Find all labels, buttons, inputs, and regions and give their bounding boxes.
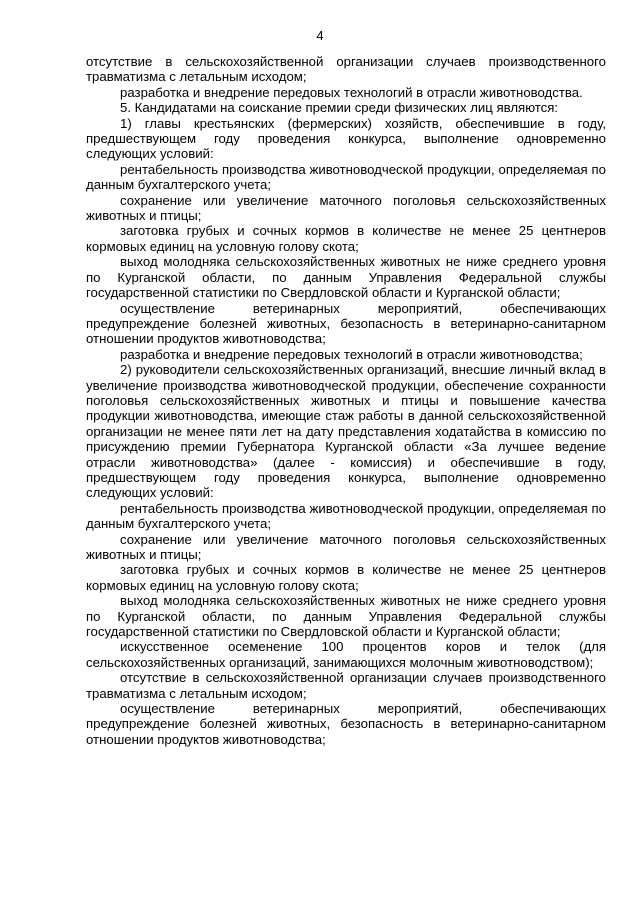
paragraph: рентабельность производства животноводческой продукции, определяемая по данным бухгалтерского учета; — [86, 161, 606, 193]
paragraph: 1) главы крестьянских (фермерских) хозяйств, обеспечившие в году, предшествующем году проведения конкурса, выполнение одновременно следующих условий: — [86, 115, 606, 162]
paragraph: отсутствие в сельскохозяйственной организации случаев производственного травматизма с летальным исходом; — [86, 670, 606, 701]
paragraph: осуществление ветеринарных мероприятий, обеспечивающих предупреждение болезней животных, безопасность в ветеринарно-санитарном отношении продуктов животноводства; — [86, 701, 606, 747]
paragraph: сохранение или увеличение маточного поголовья сельскохозяйственных животных и птицы; — [86, 192, 606, 224]
document-body — [86, 54, 606, 747]
paragraph: рентабельность производства животноводческой продукции, определяемая по данным бухгалтерского учета; — [86, 500, 606, 532]
paragraph: искусственное осеменение 100 процентов коров и телок (для сельскохозяйственных организаций, занимающихся молочным животноводством); — [86, 639, 606, 670]
paragraph: заготовка грубых и сочных кормов в количестве не менее 25 центнеров кормовых единиц на условную голову скота; — [86, 223, 606, 254]
paragraph: отсутствие в сельскохозяйственной организации случаев производственного травматизма с летальным исходом; — [86, 54, 606, 85]
paragraph: заготовка грубых и сочных кормов в количестве не менее 25 центнеров кормовых единиц на условную голову скота; — [86, 562, 606, 593]
paragraph: выход молодняка сельскохозяйственных животных не ниже среднего уровня по Курганской области, по данным Управления Федеральной службы государственной статистики по Свердловской области и Курганской области; — [86, 593, 606, 640]
paragraph: разработка и внедрение передовых технологий в отрасли животноводства; — [120, 346, 583, 362]
paragraph: 5. Кандидатами на соискание премии среди физических лиц являются: — [120, 100, 559, 116]
page-number: 4 — [316, 28, 324, 43]
paragraph: осуществление ветеринарных мероприятий, обеспечивающих предупреждение болезней животных, безопасность в ветеринарно-санитарном отношении продуктов животноводства; — [86, 300, 606, 347]
paragraph: разработка и внедрение передовых технологий в отрасли животноводства. — [120, 84, 583, 100]
paragraph: 2) руководители сельскохозяйственных организаций, внесшие личный вклад в увеличение производства животноводческой продукции, обеспечение сохранности поголовья сельскохозяйственных животных и птицы и повышение качества продукции животноводства, имеющие стаж работы в данной сельскохозяйственной организации не менее пяти лет на дату представления ходатайства в комиссию по присуждению премии Губернатора Курганской области «За лучшее ведение отрасли животноводства» (далее - комиссия) и обеспечившие в году, предшествующем году проведения конкурса, выполнение одновременно следующих условий: — [86, 362, 606, 501]
paragraph: сохранение или увеличение маточного поголовья сельскохозяйственных животных и птицы; — [86, 531, 606, 562]
paragraph: выход молодняка сельскохозяйственных животных не ниже среднего уровня по Курганской области, по данным Управления Федеральной службы государственной статистики по Свердловской области и Курганской области; — [86, 254, 606, 301]
